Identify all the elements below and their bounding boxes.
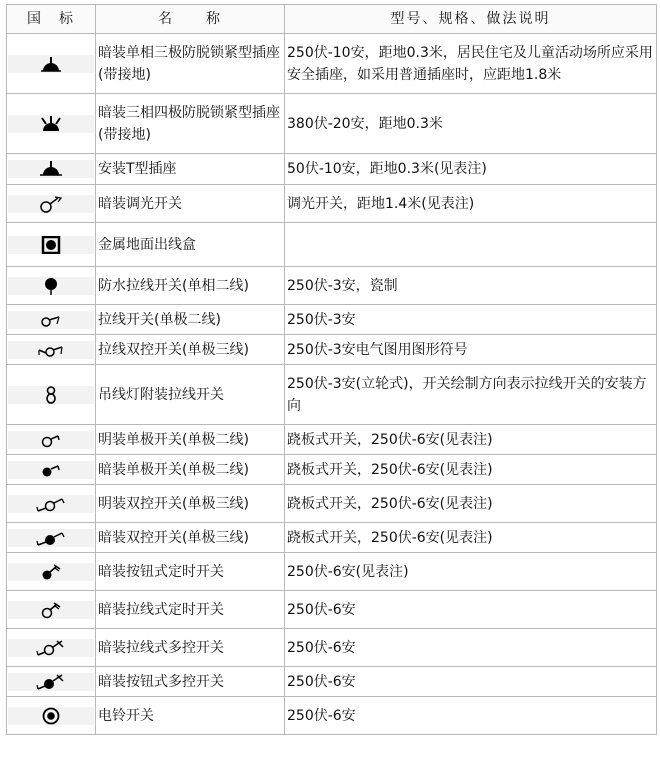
table-row [7,697,657,735]
table-row [7,455,657,485]
table-row [7,553,657,591]
pull-multi-switch-icon [35,639,67,657]
table-row [7,94,657,154]
row-name: 拉线双控开关(单极三线) [96,335,285,365]
row-desc: 250伏-3安(立轮式)，开关绘制方向表示拉线开关的安装方向 [285,365,657,425]
row-desc: 250伏-6安 [285,591,657,629]
button-timer-switch-icon [38,563,64,581]
row-desc: 250伏-10安，距地0.3米，居民住宅及儿童活动场所应采用安全插座，如采用普通插座时，应距地1.8米 [285,34,657,94]
row-desc: 380伏-20安，距地0.3米 [285,94,657,154]
row-desc: 250伏-6安 [285,697,657,735]
socket-3pole-icon [38,55,64,73]
concealed-2way-switch-icon [35,529,67,547]
row-desc: 跷板式开关，250伏-6安(见表注) [285,523,657,553]
table-row [7,629,657,667]
table-row [7,223,657,267]
table-row [7,305,657,335]
table-row [7,485,657,523]
pendant-pull-switch-icon [38,386,64,404]
row-desc: 250伏-6安 [285,629,657,667]
table-row [7,267,657,305]
table-row [7,335,657,365]
row-desc: 250伏-6安 [285,667,657,697]
row-desc [285,223,657,267]
symbol-table [6,4,657,735]
table-row [7,667,657,697]
socket-t-icon [38,160,64,178]
row-name: 明装单极开关(单极二线) [96,425,285,455]
row-name: 拉线开关(单极二线) [96,305,285,335]
table-row [7,523,657,553]
row-desc: 50伏-10安，距地0.3米(见表注) [285,154,657,185]
table-row [7,34,657,94]
row-name: 暗装单相三极防脱锁紧型插座(带接地) [96,34,285,94]
table-row [7,365,657,425]
dimmer-switch-icon [38,195,64,213]
pull-switch-icon [38,311,64,329]
table-row [7,591,657,629]
socket-4pole-icon [38,115,64,133]
row-desc: 250伏-3安，瓷制 [285,267,657,305]
surface-switch-icon [38,431,64,449]
row-name: 电铃开关 [96,697,285,735]
pull-timer-switch-icon [38,601,64,619]
row-name: 明装双控开关(单极三线) [96,485,285,523]
row-name: 暗装拉线式定时开关 [96,591,285,629]
row-desc: 250伏-3安 [285,305,657,335]
surface-2way-switch-icon [35,495,67,513]
row-name: 暗装按钮式定时开关 [96,553,285,591]
row-name: 暗装按钮式多控开关 [96,667,285,697]
row-name: 暗装双控开关(单极三线) [96,523,285,553]
header-name: 名 称 [96,5,285,34]
row-name: 暗装调光开关 [96,185,285,223]
row-name: 暗装三相四极防脱锁紧型插座(带接地) [96,94,285,154]
header-desc: 型号、规格、做法说明 [285,5,657,34]
table-row [7,425,657,455]
table-row [7,185,657,223]
table-header [7,5,657,34]
row-desc: 250伏-3安电气图用图形符号 [285,335,657,365]
pull-switch-2way-icon [36,341,66,359]
table-row [7,154,657,185]
waterproof-pull-switch-icon [38,277,64,295]
concealed-switch-icon [38,461,64,479]
bell-switch-icon [38,707,64,725]
row-desc: 250伏-6安(见表注) [285,553,657,591]
row-name: 金属地面出线盒 [96,223,285,267]
floor-outlet-box-icon [38,236,64,254]
button-multi-switch-icon [35,673,67,691]
row-name: 暗装单极开关(单极二线) [96,455,285,485]
row-desc: 跷板式开关，250伏-6安(见表注) [285,425,657,455]
row-desc: 调光开关，距地1.4米(见表注) [285,185,657,223]
row-desc: 跷板式开关，250伏-6安(见表注) [285,485,657,523]
header-symbol: 国 标 [7,5,96,34]
row-name: 吊线灯附装拉线开关 [96,365,285,425]
row-desc: 跷板式开关，250伏-6安(见表注) [285,455,657,485]
row-name: 暗装拉线式多控开关 [96,629,285,667]
row-name: 防水拉线开关(单相二线) [96,267,285,305]
row-name: 安装T型插座 [96,154,285,185]
